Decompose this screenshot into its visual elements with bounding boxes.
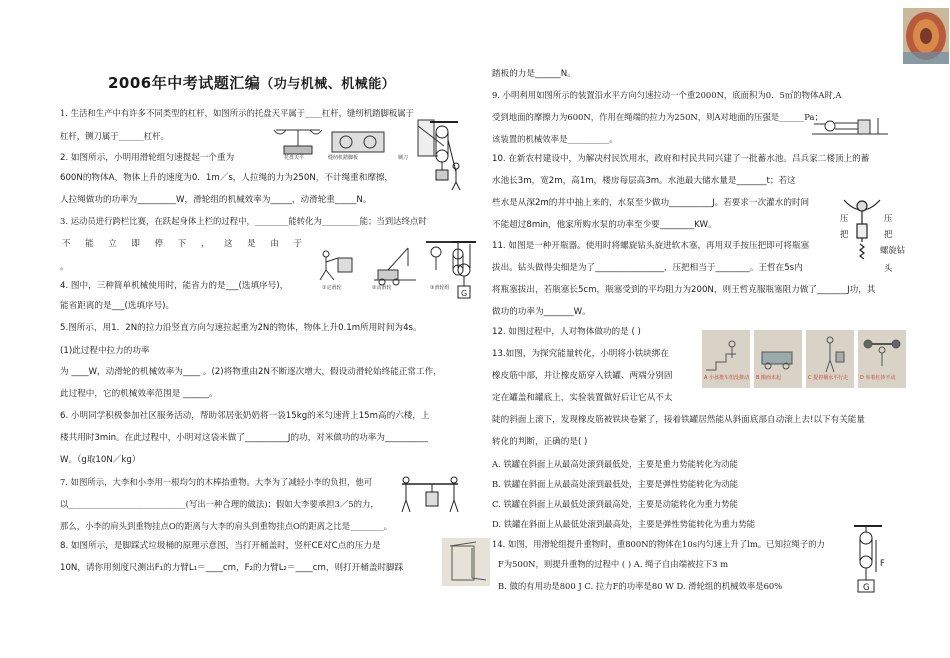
q6-line1: 6. 小明同学积极参加社区服务活动，帮助邻居张奶奶将一袋15kg的米匀速背上15m高的六楼，上 xyxy=(60,411,430,421)
q4-caption-3: ③滑轮组 xyxy=(430,285,450,291)
q1-caption-balance: 托盘天平 xyxy=(284,155,305,161)
q14-line1: 14. 如图，用滑轮组提升重物时，重800N的物体在10s内匀速上升了lm。已知拉绳子的力 xyxy=(492,539,825,549)
q1-caption-cutter: 铡刀 xyxy=(398,155,409,161)
q5-line2: (1)此过程中拉力的功率 xyxy=(60,346,150,356)
opener-left-label-1: 压 xyxy=(840,213,849,223)
q8-figure-trash-can xyxy=(442,538,490,586)
q12-caption-d: D 举着杠铃不动 xyxy=(860,375,896,381)
q5-line4: 此过程中，它的机械效率范围是 ______。 xyxy=(60,389,218,399)
q2-line2: 600N的物体A，物体上升的速度为0．1m／s，人拉绳的力为250N，不计绳重和摩擦， xyxy=(60,173,394,183)
q3-char: 由 xyxy=(270,238,279,248)
q11-line3: 将瓶塞拔出，若瓶塞长5cm，瓶塞受到的平均阻力为200N，则王哲克服瓶塞阻力做了_______J功，其 xyxy=(492,285,876,295)
q14-force-label: F xyxy=(880,558,885,568)
q2-line1: 2. 如图所示，小明用滑轮组匀速提起一个重为 xyxy=(60,153,235,163)
q3-line1: 3. 运动员进行跨栏比赛，在跃起身体上栏的过程中，________能转化为_________能；当到达终点时 xyxy=(60,216,427,226)
q13-line4: 陡的斜面上滚下，发现橡皮筋被铁块卷紧了，接着铁罐居然能从斜面底部自动滚上去!以下有关能量 xyxy=(492,415,865,425)
q6-line3: W。（g取10N／kg） xyxy=(60,455,141,465)
q11-line4: 做功的功率为_______W。 xyxy=(492,307,591,317)
q13-option-b: B. 铁罐在斜面上从最高处滚到最低处，主要是弹性势能转化为动能 xyxy=(492,479,738,489)
q3-line3: 。 xyxy=(60,261,69,271)
q14-weight-label: G xyxy=(863,582,870,592)
q13-line1: 13.如图，为探究能量转化，小明将小铁块绑在 xyxy=(492,349,669,359)
q1-line2: 杠杆，铡刀属于______杠杆。 xyxy=(60,131,169,141)
q11-line1: 11. 如图是一种开瓶器。使用时将螺旋钻头旋进软木塞，再用双手按压把即可将瓶塞 xyxy=(492,241,810,251)
q10-line3: 些水是从深2m的井中抽上来的，水泵至少做功__________J。若要求一次灌水的时间 xyxy=(492,198,810,208)
opener-head-label: 头 xyxy=(884,263,893,273)
q7-line2: 以____________________________(写出一种合理的做法)；假如大李要承担3／5的力， xyxy=(60,499,379,509)
q3-char: 是 xyxy=(247,238,256,248)
q12-caption-b: B 搬而未起 xyxy=(756,375,782,381)
q13-option-d: D. 铁罐在斜面上从最低处滚到最高处，主要是弹性势能转化为重力势能 xyxy=(492,519,755,529)
q4-line1: 4. 图中，三种简单机械使用时，能省力的是___(选填序号)， xyxy=(60,281,289,291)
q12-caption-c: C 提着桶水平行走 xyxy=(808,375,849,381)
q11-line2: 拔出。钻头做得尖细是为了________________，压把相当于________。王哲在5s内 xyxy=(492,263,803,273)
q9-line2: 受到地面的摩擦力为600N，作用在绳端的拉力为250N，则A对地面的压强是______Pa； xyxy=(492,112,823,122)
q3-char: 于 xyxy=(293,238,302,248)
q9-line1: 9. 小明利用如图所示的装置沿水平方向匀速拉动一个重2000N，底面积为0．5㎡的物体A时,A xyxy=(492,90,842,100)
q2-figure-pulley xyxy=(428,120,464,192)
q8-line1: 8. 如图所示，是脚踩式垃圾桶的原理示意图，当打开桶盖时，竖杆CE对C点的压力是 xyxy=(60,541,381,551)
q4-line2: 能省距离的是___(选填序号)。 xyxy=(60,301,175,311)
q13-line5: 转化的判断，正确的是( ) xyxy=(492,437,588,447)
q14-line3: B. 做的有用功是800 J C. 拉力F的功率是80 W D. 滑轮组的机械效率是60% xyxy=(498,581,783,591)
q13-line3: 定在罐盖和罐底上，实验装置做好后让它从不太 xyxy=(492,393,673,403)
q14-line2: F为500N，则提升重物的过程中 ( ) A. 绳子自由端被拉下3 m xyxy=(498,559,729,569)
q13-option-c: C. 铁罐在斜面上从最低处滚到最高处，主要是动能转化为重力势能 xyxy=(492,499,738,509)
q5-line1: 5.图所示，用1．2N的拉力沿竖直方向匀速拉起重为2N的物体，物体上升0.1m所用时间为4s。 xyxy=(60,323,422,333)
opener-left-label-2: 把 xyxy=(840,229,849,239)
q3-char: ， xyxy=(200,238,210,248)
title-main: 2006年中考试题汇编 xyxy=(108,74,261,92)
q13-option-a: A. 铁罐在斜面上从最高处滚到最低处，主要是重力势能转化为动能 xyxy=(492,459,738,469)
q3-char: 不 xyxy=(62,238,71,248)
q4-caption-1: ①定滑轮 xyxy=(322,285,342,291)
q8-line2: 10N，请你用刻度尺测出F₁的力臂L₁＝____cm，F₂的力臂L₂＝____cm，则打开桶盖时脚踩 xyxy=(60,563,404,573)
q3-char: 这 xyxy=(224,238,233,248)
q3-char: 下 xyxy=(177,238,187,248)
q4-caption-2: ②动滑轮 xyxy=(372,285,392,291)
q9-line3: 该装置的机械效率是__________。 xyxy=(492,134,618,144)
corner-photo xyxy=(903,8,949,64)
title-sub: （功与机械、机械能） xyxy=(260,77,396,92)
q1-caption-pedal: 缝纫机踏脚板 xyxy=(328,155,359,161)
q9-figure-pulley xyxy=(812,114,888,140)
q3-char: 立 xyxy=(108,238,117,248)
q5-weight-label: G xyxy=(461,289,468,298)
q10-line2: 水池长3m，宽2m，高1m，楼房每层高3m。水池最大储水量是_______t；若这 xyxy=(492,176,796,186)
q2-line3: 人拉绳做功的功率为_________W，滑轮组的机械效率为_____，动滑轮重_____N。 xyxy=(60,195,372,205)
q7-figure-carrying xyxy=(398,474,462,518)
q7-line1: 7. 如图所示，大李和小李用一根均匀的木棒抬重物。大李为了减轻小李的负担，他可 xyxy=(60,477,373,487)
q12-figure-scenes xyxy=(702,330,908,390)
opener-right-label-1: 压 xyxy=(884,213,893,223)
q3-line2 xyxy=(62,237,302,249)
opener-screw-label: 螺旋钻 xyxy=(880,245,906,255)
page-title xyxy=(108,72,395,93)
q10-line1: 10. 在新农村建设中，为解决村民饮用水，政府和村民共同兴建了一批蓄水池。吕兵家二楼顶上的蓄 xyxy=(492,154,870,164)
q10-line4: 不能超过8min，他家所购水泵的功率至少要________KW。 xyxy=(492,220,717,230)
q3-char: 能 xyxy=(85,238,94,248)
q3-char: 停 xyxy=(154,238,163,248)
q3-char: 即 xyxy=(131,238,140,248)
q13-line2: 橡皮筋中部，并让橡皮筋穿入铁罐、两端分别固 xyxy=(492,371,673,381)
opener-right-label-2: 把 xyxy=(884,229,893,239)
q1-line1: 1. 生活和生产中有许多不同类型的杠杆，如图所示的托盘天平属于____杠杆，缝纫机踏脚板属于 xyxy=(60,108,415,118)
q8-line3: 踏板的力是______N。 xyxy=(492,69,576,79)
q7-line3: 那么，小李的肩头到重物挂点O的距离与大李的肩头到重物挂点O的距离之比是________。 xyxy=(60,521,392,531)
q5-line3: 为 ____W，动滑轮的机械效率为____ 。(2)将物重由2N不断逐次增大，假设动滑轮始终能正常工作， xyxy=(60,367,442,377)
q12-line1: 12. 如图过程中，人对物体做功的是 ( ) xyxy=(492,327,641,337)
q6-line2: 楼共用时3min。在此过程中，小明对这袋米做了__________J的功，对米做功的功率为__________ xyxy=(60,433,428,443)
q12-caption-a: A 小孩推车但没推动 xyxy=(704,375,750,381)
